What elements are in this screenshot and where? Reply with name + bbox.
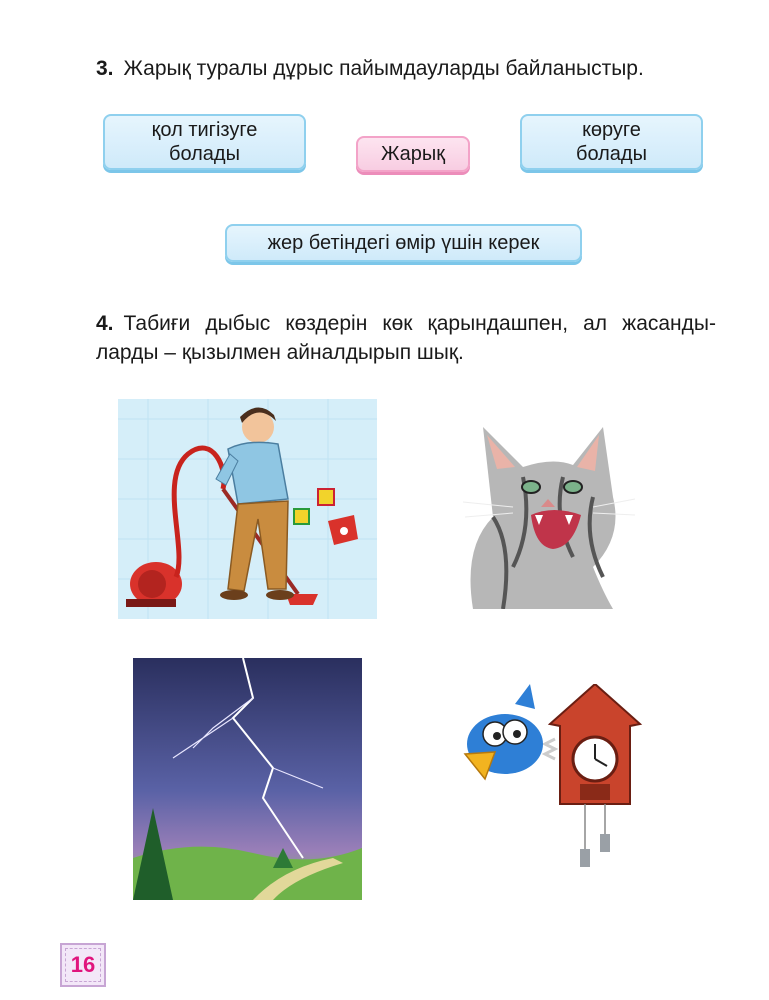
- page-number-text: 16: [70, 952, 96, 977]
- cat-image[interactable]: [453, 407, 637, 609]
- hissing-cat-icon: [453, 407, 637, 609]
- task-number: 4.: [96, 312, 114, 335]
- task-text: Жарық туралы дұрыс пайымдауларды байланыстыр.: [123, 57, 644, 80]
- statement-line: көруге: [582, 119, 641, 141]
- vacuum-cleaner-image[interactable]: [118, 399, 377, 619]
- task-4-heading: [96, 309, 716, 367]
- center-label: Жарық: [380, 143, 446, 165]
- lightning-storm-icon: [133, 658, 362, 900]
- task-number: 3.: [96, 57, 114, 80]
- cuckoo-clock-image[interactable]: [455, 684, 645, 870]
- vacuum-cleaner-boy-icon: [118, 399, 377, 619]
- lightning-image[interactable]: [133, 658, 362, 900]
- statement-line: болады: [576, 143, 647, 165]
- task-text: Табиғи дыбыс көздерін көк қарындашпен, ал жасанды-: [123, 312, 716, 335]
- statement-box-visible[interactable]: [520, 114, 703, 170]
- task-4-line-1: [96, 309, 716, 338]
- statement-line: болады: [169, 143, 240, 165]
- task-3-heading: [96, 54, 644, 83]
- statement-box-life[interactable]: [225, 224, 582, 262]
- task-4-line-2: ларды – қызылмен айналдырып шық.: [96, 341, 464, 364]
- statement-line: жер бетіндегі өмір үшін керек: [267, 232, 540, 254]
- cuckoo-clock-icon: [455, 684, 645, 870]
- page-number: [60, 943, 106, 987]
- center-box-light[interactable]: [356, 136, 470, 172]
- statement-box-touchable[interactable]: [103, 114, 306, 170]
- statement-line: қол тигізуге: [151, 119, 258, 141]
